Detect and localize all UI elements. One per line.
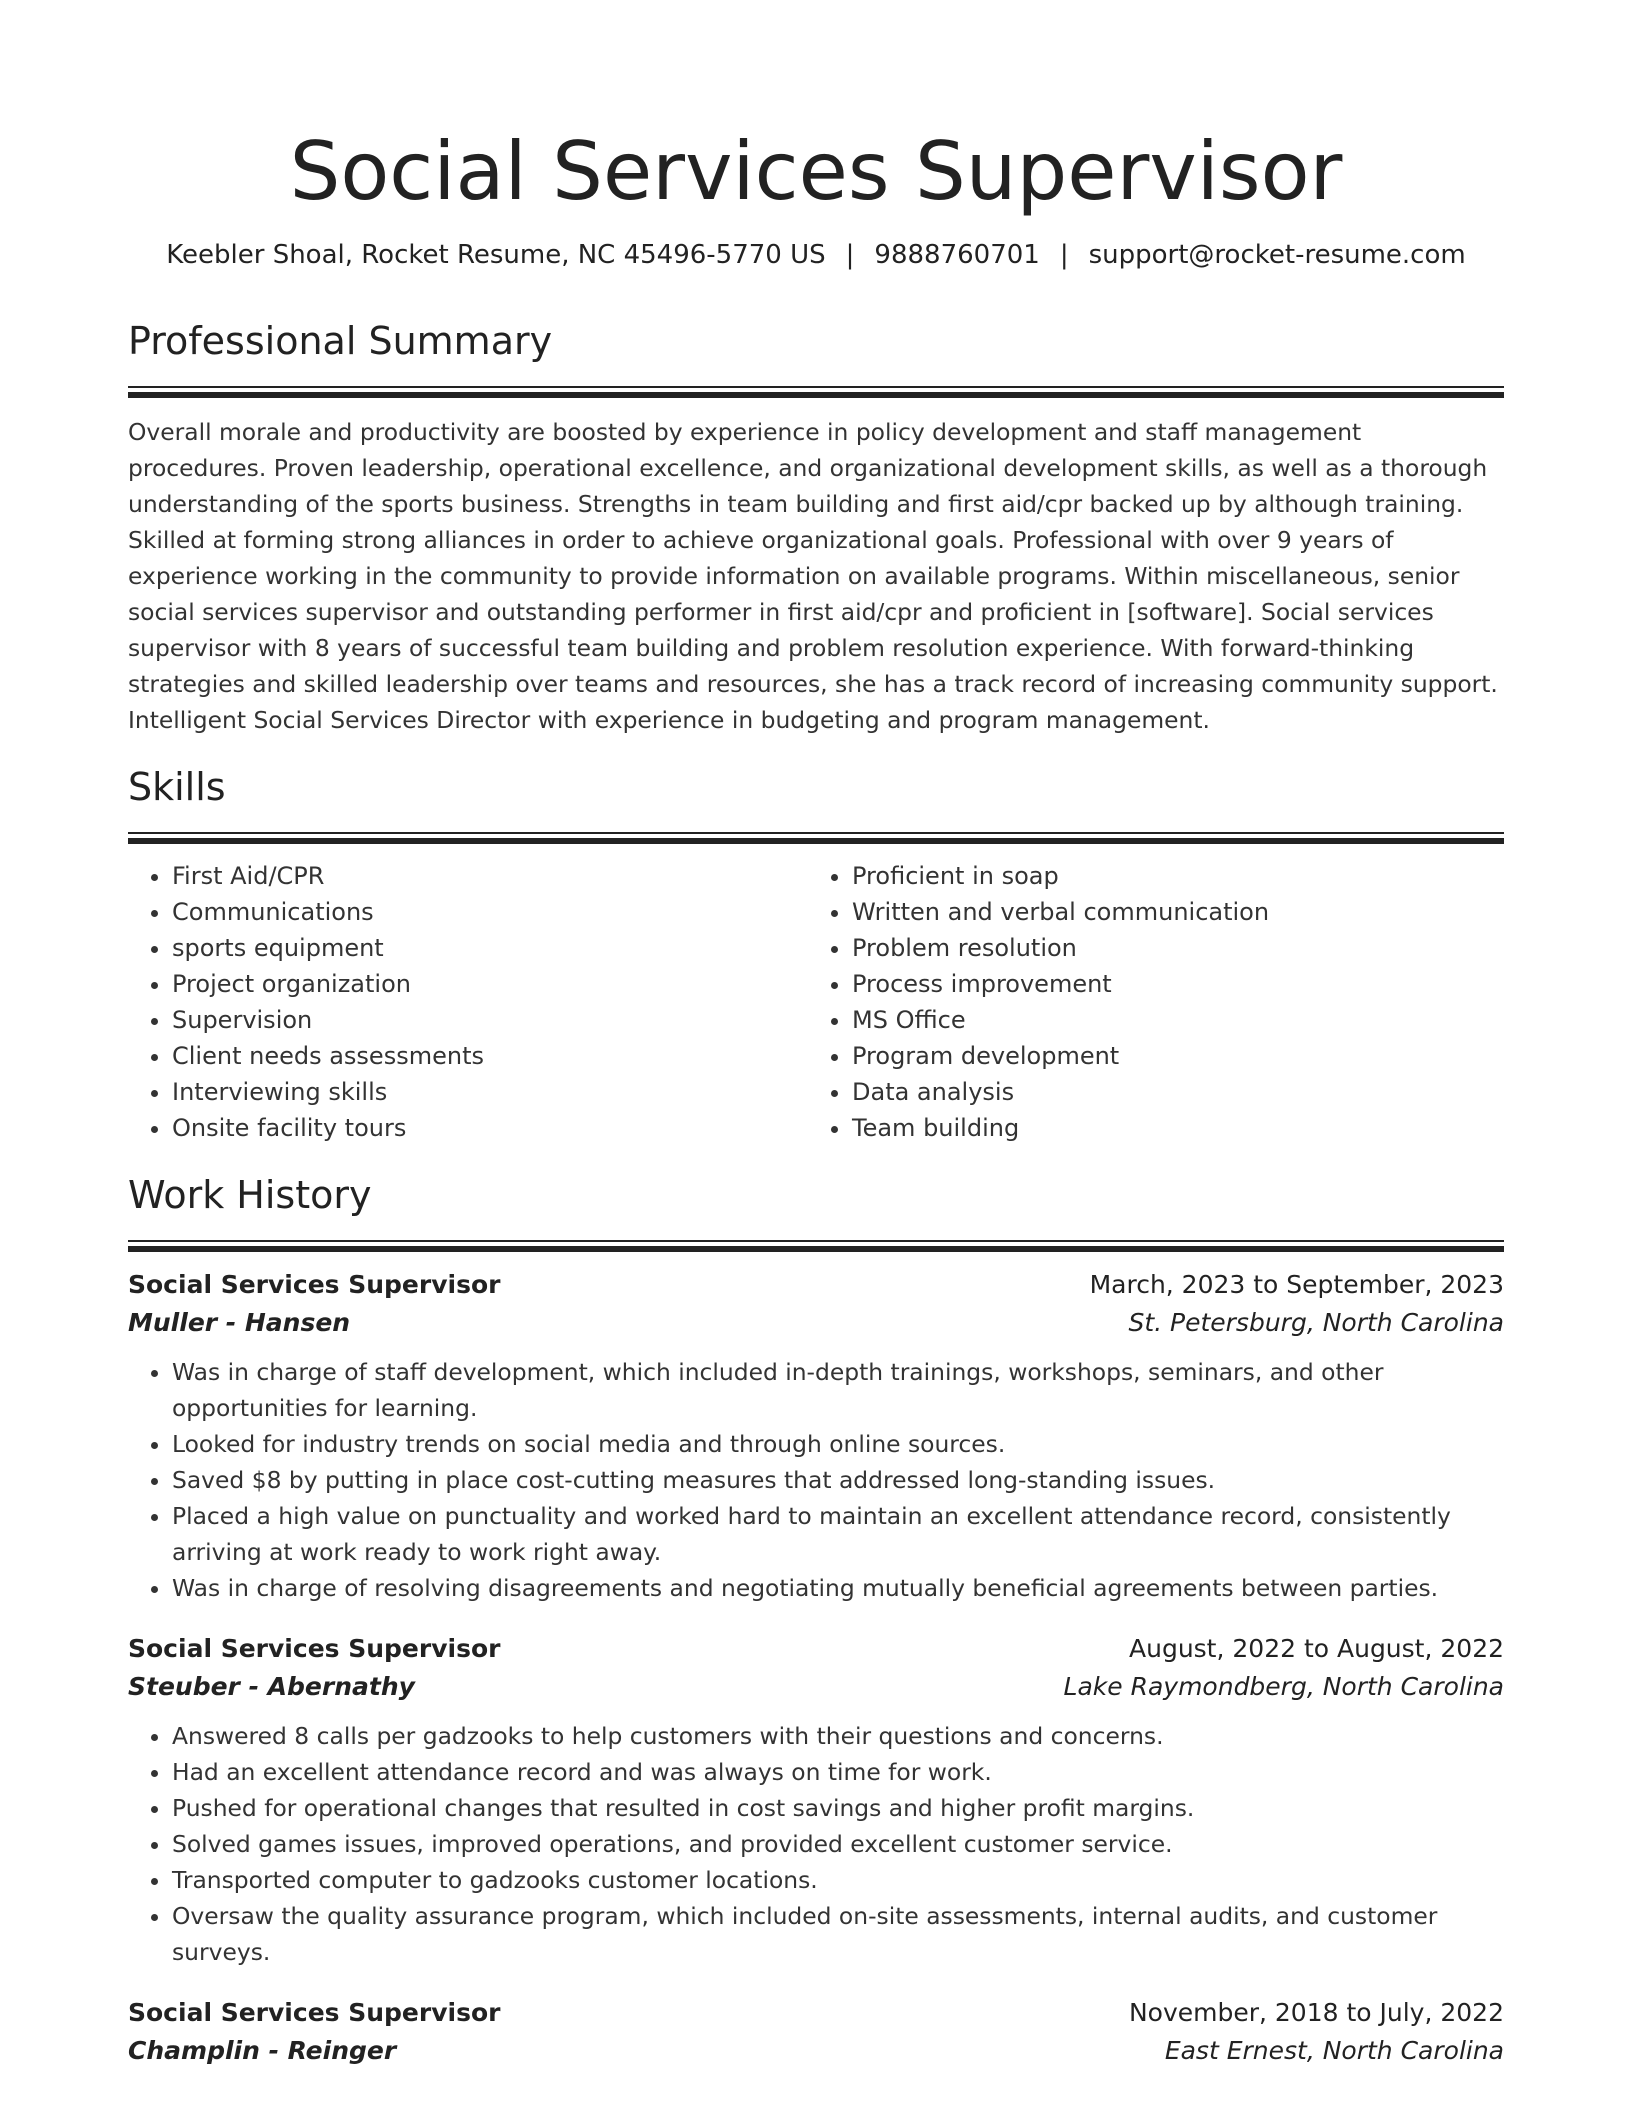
skills-list [128,858,1504,1146]
resume-name: Social Services Supervisor [289,125,1343,218]
skill-item: • Data analysis [852,1074,1488,1110]
job-title: Social Services Supervisor [128,1634,501,1663]
job-dates: November, 2018 to July, 2022 [1128,1998,1504,2027]
contact-line [128,238,1504,272]
section-divider [128,1240,1504,1252]
contact-phone: 9888760701 [874,240,1040,270]
skill-item: • Onsite facility tours [172,1110,808,1146]
job-title: Social Services Supervisor [128,1270,501,1299]
job-company: Muller - Hansen [128,1308,351,1337]
job-bullet: • Was in charge of resolving disagreements and negotiating mutually beneficial agreements between parties. [172,1570,1504,1606]
summary-text: Overall morale and productivity are boosted by experience in policy development and staff management procedures. Proven leadership, operational excellence, and organizational development skills, as well as a thorough understanding of the sports business. Strengths in team building and first aid/cpr backed up by although training. Skilled at forming strong alliances in order to achieve organizational goals. Professional with over 9 years of experience working in the community to provide information on available programs. Within miscellaneous, senior social services supervisor and outstanding performer in first aid/cpr and proficient in [software]. Social services supervisor with 8 years of successful team building and problem resolution experience. With forward-thinking strategies and skilled leadership over teams and resources, she has a track record of increasing community support. Intelligent Social Services Director with experience in budgeting and program management. [128,418,1498,734]
job-bullet: • Answered 8 calls per gadzooks to help customers with their questions and concerns. [172,1718,1504,1754]
job-entry [128,1630,1504,1970]
skill-item: • sports equipment [172,930,808,966]
job-location: East Ernest, North Carolina [1164,2036,1504,2065]
contact-separator: | [1059,240,1069,270]
job-bullet: • Saved $8 by putting in place cost-cutting measures that addressed long-standing issues. [172,1462,1504,1498]
contact-address: Keebler Shoal, Rocket Resume, NC 45496-5770 US [166,240,826,270]
job-location: St. Petersburg, North Carolina [1128,1308,1504,1337]
skill-item: • Program development [852,1038,1488,1074]
job-title: Social Services Supervisor [128,1998,501,2027]
resume-page [128,0,1504,2070]
job-bullet: • Was in charge of staff development, which included in-depth trainings, workshops, seminars, and other opportunities for learning. [172,1354,1504,1426]
skills-column-left [128,858,808,1146]
job-company: Steuber - Abernathy [128,1672,415,1701]
section-divider [128,832,1504,844]
job-entry [128,1266,1504,1606]
skill-item: • Team building [852,1110,1488,1146]
skill-item: • Problem resolution [852,930,1488,966]
job-dates: March, 2023 to September, 2023 [1089,1270,1504,1299]
job-location: Lake Raymondberg, North Carolina [1063,1672,1504,1701]
skills-column-right [808,858,1488,1146]
job-bullet: • Transported computer to gadzooks customer locations. [172,1862,1504,1898]
skills-heading: Skills [128,765,226,809]
contact-separator: | [845,240,855,270]
skill-item: • Client needs assessments [172,1038,808,1074]
job-bullet: • Looked for industry trends on social media and through online sources. [172,1426,1504,1462]
skill-item: • Interviewing skills [172,1074,808,1110]
job-bullet: • Had an excellent attendance record and was always on time for work. [172,1754,1504,1790]
job-bullets [128,1718,1504,1970]
skill-item: • Process improvement [852,966,1488,1002]
skill-item: • Written and verbal communication [852,894,1488,930]
job-company: Champlin - Reinger [128,2036,397,2065]
work-history-heading: Work History [128,1173,372,1217]
job-bullet: • Solved games issues, improved operations, and provided excellent customer service. [172,1826,1504,1862]
skill-item: • Proficient in soap [852,858,1488,894]
skill-item: • Project organization [172,966,808,1002]
job-entry [128,1994,1504,2070]
job-bullet: • Oversaw the quality assurance program, which included on-site assessments, internal audits, and customer surveys. [172,1898,1504,1970]
skill-item: • Communications [172,894,808,930]
job-bullets [128,1354,1504,1606]
job-bullet: • Pushed for operational changes that resulted in cost savings and higher profit margins. [172,1790,1504,1826]
skill-item: • MS Office [852,1002,1488,1038]
job-dates: August, 2022 to August, 2022 [1129,1634,1504,1663]
skill-item: • Supervision [172,1002,808,1038]
summary-heading: Professional Summary [128,319,553,363]
section-divider [128,386,1504,398]
contact-email: support@rocket-resume.com [1088,240,1466,270]
job-bullet: • Placed a high value on punctuality and worked hard to maintain an excellent attendance record, consistently arriving at work ready to work right away. [172,1498,1504,1570]
skill-item: • First Aid/CPR [172,858,808,894]
